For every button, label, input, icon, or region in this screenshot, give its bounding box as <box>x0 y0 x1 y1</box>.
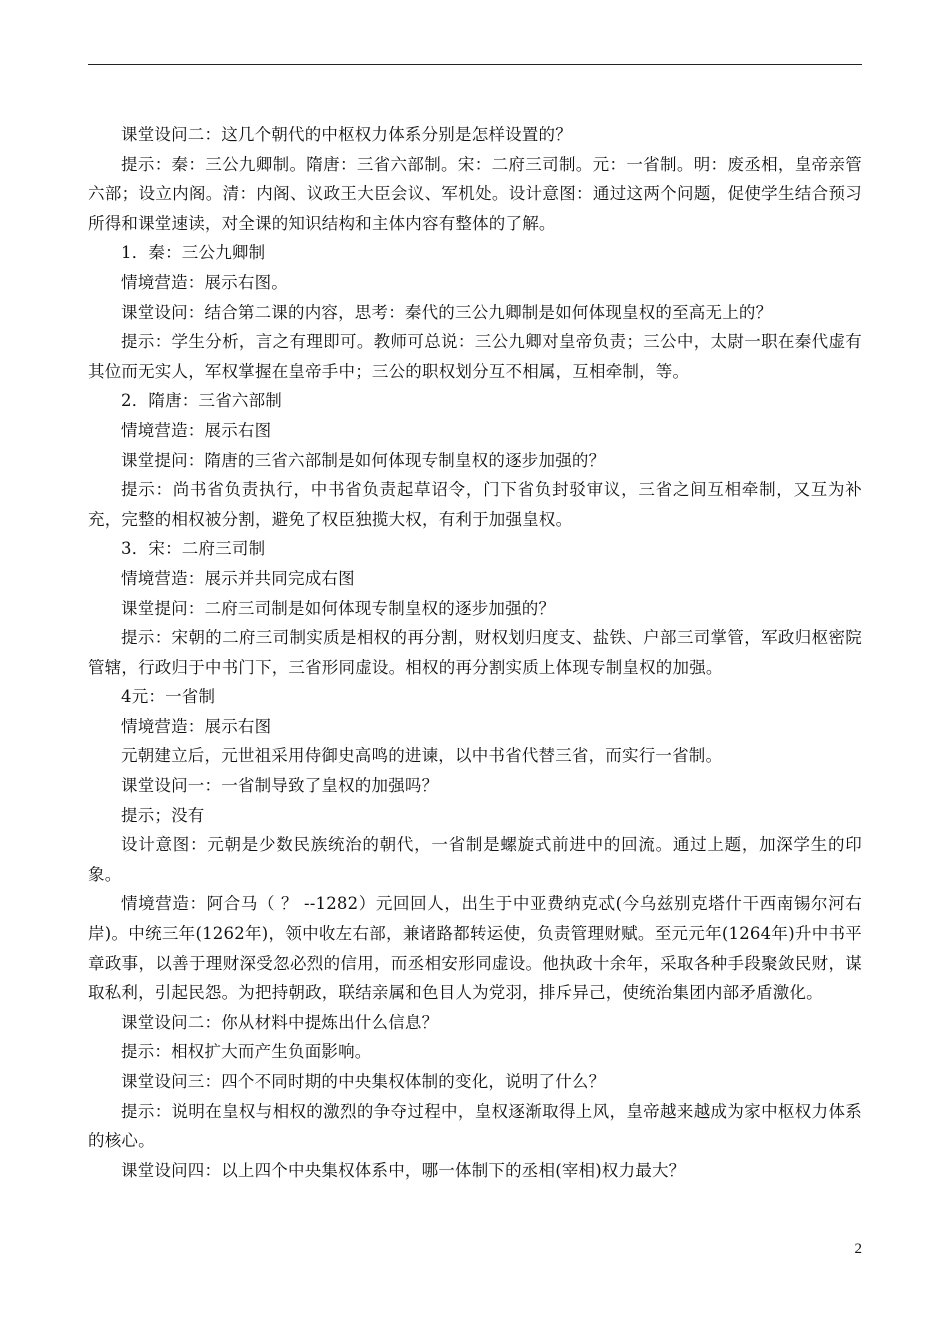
document-body <box>88 120 862 1185</box>
paragraph: 提示；没有 <box>121 805 205 825</box>
paragraph: 设计意图：元朝是少数民族统治的朝代，一省制是螺旋式前进中的回流。通过上题，加深学生的印象。 <box>88 835 862 884</box>
paragraph: 课堂设问：结合第二课的内容，思考：秦代的三公九卿制是如何体现皇权的至高无上的？ <box>121 302 773 322</box>
section-heading: 4元：一省制 <box>121 687 216 707</box>
paragraph: 情境营造：展示右图 <box>121 716 272 736</box>
paragraph: 课堂设问一：一省制导致了皇权的加强吗？ <box>121 776 439 796</box>
paragraph: 提示：学生分析，言之有理即可。教师可总说：三公九卿对皇帝负责；三公中，太尉一职在秦代虚有其位而无实人，军权掌握在皇帝手中；三公的职权划分互不相属，互相牵制，等。 <box>88 332 862 381</box>
paragraph: 课堂提问：隋唐的三省六部制是如何体现专制皇权的逐步加强的？ <box>121 450 606 470</box>
paragraph: 情境营造：阿合马（ ？ --1282）元回回人，出生于中亚费纳克忒(今乌兹别克塔什干西南锡尔河右岸)。中统三年(1262年)，领中收左右部，兼诸路都转运使，负责管理财赋。至元元年(1264年)升中书平章政事，以善于理财深受忽必烈的信用，而丞相安形同虚设。他执政十余年，采取各种手段聚敛民财，谋取私利，引起民怨。为把持朝政，联结亲属和色目人为党羽，排斥异己，使统治集团内部矛盾激化。 <box>88 894 862 1003</box>
section-heading: 3．宋：二府三司制 <box>121 539 266 559</box>
paragraph: 课堂设问二：你从材料中提炼出什么信息？ <box>121 1012 439 1032</box>
paragraph: 提示：说明在皇权与相权的激烈的争夺过程中，皇权逐渐取得上风，皇帝越来越成为家中枢权力体系的核心。 <box>88 1101 862 1151</box>
paragraph: 情境营造：展示并共同完成右图 <box>121 568 355 588</box>
paragraph: 提示：尚书省负责执行，中书省负责起草诏令，门下省负封驳审议，三省之间互相牵制，又互为补充，完整的相权被分割，避免了权臣独揽大权，有利于加强皇权。 <box>88 480 862 529</box>
paragraph: 课堂提问：二府三司制是如何体现专制皇权的逐步加强的？ <box>121 598 556 618</box>
paragraph: 元朝建立后，元世祖采用侍御史高鸣的进谏，以中书省代替三省，而实行一省制。 <box>121 746 723 766</box>
paragraph: 课堂设问四：以上四个中央集权体系中，哪一体制下的丞相(宰相)权力最大？ <box>121 1160 686 1180</box>
paragraph: 课堂设问二：这几个朝代的中枢权力体系分别是怎样设置的？ <box>121 125 572 144</box>
header-rule <box>88 64 862 65</box>
page-number: 2 <box>854 1241 862 1257</box>
paragraph: 情境营造：展示右图。 <box>121 272 288 292</box>
paragraph: 情境营造：展示右图 <box>121 420 272 440</box>
paragraph: 提示：宋朝的二府三司制实质是相权的再分割，财权划归度支、盐铁、户部三司掌管，军政归枢密院管辖，行政归于中书门下，三省形同虚设。相权的再分割实质上体现专制皇权的加强。 <box>88 628 862 677</box>
paragraph: 提示：相权扩大而产生负面影响。 <box>121 1042 372 1062</box>
section-heading: 1．秦：三公九卿制 <box>121 243 266 263</box>
paragraph: 提示：秦：三公九卿制。隋唐：三省六部制。宋：二府三司制。元：一省制。明：废丞相，皇帝亲管六部；设立内阁。清：内阁、议政王大臣会议、军机处。设计意图：通过这两个问题，促使学生结合预习所得和课堂速读，对全课的知识结构和主体内容有整体的了解。 <box>88 154 862 233</box>
section-heading: 2．隋唐：三省六部制 <box>121 391 282 411</box>
paragraph: 课堂设问三：四个不同时期的中央集权体制的变化，说明了什么？ <box>121 1072 606 1091</box>
